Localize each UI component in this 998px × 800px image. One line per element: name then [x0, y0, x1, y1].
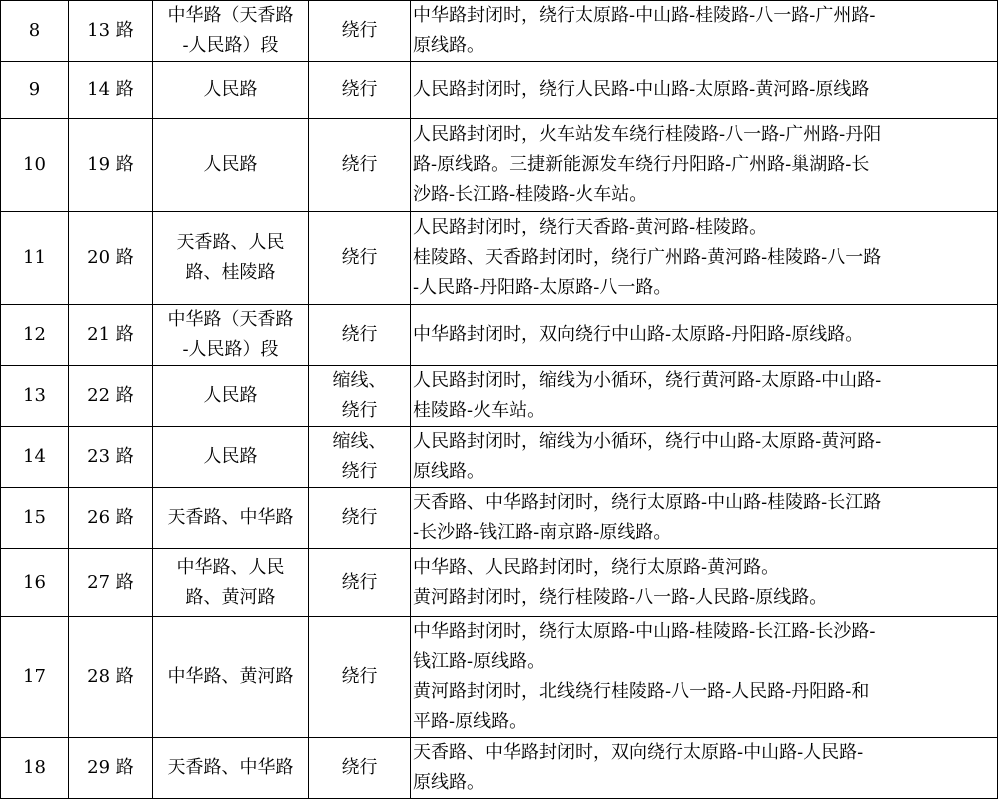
- detour-detail-line: 黄河路封闭时，绕行桂陵路-八一路-人民路-原线路。: [413, 586, 828, 608]
- row-number-cell: 18: [1, 738, 69, 799]
- row-number-cell: 9: [1, 62, 69, 119]
- table-row: [1, 119, 998, 212]
- closed-road-cell: [153, 617, 309, 738]
- adjustment-mode-line: 绕行: [341, 154, 378, 175]
- adjustment-mode-cell: [309, 549, 411, 617]
- closed-road-line: 人民路: [203, 154, 258, 175]
- detour-detail-cell: [411, 366, 998, 427]
- row-number-cell: 16: [1, 549, 69, 617]
- adjustment-mode-line: 绕行: [341, 507, 378, 528]
- route-number-cell: 23 路: [69, 427, 153, 488]
- detour-detail-cell: [411, 119, 998, 212]
- detour-detail-line: 人民路封闭时，缩线为小循环，绕行黄河路-太原路-中山路-: [413, 370, 882, 391]
- adjustment-mode-cell: [309, 119, 411, 212]
- detour-detail-line: 天香路、中华路封闭时，双向绕行太原路-中山路-人民路-: [413, 742, 864, 763]
- closed-road-line: 中华路（天香路: [167, 5, 294, 26]
- row-number-cell: 10: [1, 119, 69, 212]
- adjustment-mode-cell: [309, 366, 411, 427]
- table-row: [1, 427, 998, 488]
- table-row: [1, 488, 998, 549]
- adjustment-mode-cell: [309, 212, 411, 305]
- closed-road-line: -人民路）段: [182, 35, 279, 56]
- detour-detail-cell: [411, 738, 998, 799]
- detour-detail-cell: [411, 305, 998, 366]
- closed-road-cell: [153, 549, 309, 617]
- detour-detail-line: 人民路封闭时，火车站发车绕行桂陵路-八一路-广州路-丹阳: [413, 124, 882, 145]
- route-number-cell: 26 路: [69, 488, 153, 549]
- row-number-cell: 13: [1, 366, 69, 427]
- closed-road-cell: [153, 305, 309, 366]
- row-number-cell: 8: [1, 1, 69, 62]
- detour-detail-line: 人民路封闭时，绕行人民路-中山路-太原路-黄河路-原线路: [413, 79, 870, 100]
- detour-detail-line: -长沙路-钱江路-南京路-原线路。: [413, 522, 672, 543]
- route-number-cell: 22 路: [69, 366, 153, 427]
- closed-road-cell: [153, 488, 309, 549]
- adjustment-mode-line: 绕行: [341, 400, 378, 421]
- closed-road-cell: [153, 119, 309, 212]
- route-number-cell: 29 路: [69, 738, 153, 799]
- closed-road-cell: [153, 366, 309, 427]
- table-row: [1, 1, 998, 62]
- detour-detail-cell: [411, 212, 998, 305]
- detour-detail-line: 钱江路-原线路。: [413, 651, 546, 672]
- table-row: [1, 212, 998, 305]
- adjustment-mode-line: 绕行: [341, 461, 378, 482]
- closed-road-cell: [153, 738, 309, 799]
- closed-road-cell: [153, 427, 309, 488]
- detour-detail-line: 桂陵路-火车站。: [413, 400, 546, 421]
- table-row: [1, 305, 998, 366]
- detour-detail-line: 中华路封闭时，绕行太原路-中山路-桂陵路-八一路-广州路-: [413, 5, 876, 26]
- adjustment-mode-cell: [309, 738, 411, 799]
- closed-road-cell: [153, 212, 309, 305]
- route-number-cell: 19 路: [69, 119, 153, 212]
- detour-detail-line: 人民路封闭时，绕行天香路-黄河路-桂陵路。: [413, 217, 768, 238]
- table-row: [1, 366, 998, 427]
- closed-road-cell: [153, 62, 309, 119]
- closed-road-line: 路、黄河路: [185, 586, 276, 608]
- table-row: [1, 738, 998, 799]
- row-number-cell: 17: [1, 617, 69, 738]
- detour-detail-cell: [411, 1, 998, 62]
- table-body: [1, 1, 998, 799]
- detour-detail-line: -人民路-丹阳路-太原路-八一路。: [413, 277, 672, 298]
- table-row: [1, 617, 998, 738]
- route-number-cell: 28 路: [69, 617, 153, 738]
- detour-detail-cell: [411, 62, 998, 119]
- closed-road-line: 人民路: [203, 79, 258, 100]
- table-row: [1, 62, 998, 119]
- detour-detail-line: 中华路封闭时，双向绕行中山路-太原路-丹阳路-原线路。: [413, 324, 864, 345]
- adjustment-mode-cell: [309, 617, 411, 738]
- closed-road-line: 中华路、人民: [176, 556, 285, 578]
- route-number-cell: 21 路: [69, 305, 153, 366]
- detour-detail-line: 沙路-长江路-桂陵路-火车站。: [413, 184, 648, 205]
- table-row: [1, 549, 998, 617]
- row-number-cell: 14: [1, 427, 69, 488]
- detour-detail-line: 平路-原线路。: [413, 711, 528, 732]
- detour-detail-line: 原线路。: [413, 772, 485, 793]
- adjustment-mode-line: 绕行: [341, 79, 378, 100]
- detour-detail-line: 原线路。: [413, 461, 485, 482]
- row-number-cell: 15: [1, 488, 69, 549]
- closed-road-line: 人民路: [203, 385, 258, 406]
- route-number-cell: 20 路: [69, 212, 153, 305]
- detour-detail-line: 天香路、中华路封闭时，绕行太原路-中山路-桂陵路-长江路: [413, 492, 882, 513]
- adjustment-mode-line: 绕行: [341, 666, 378, 687]
- detour-detail-cell: [411, 427, 998, 488]
- closed-road-line: -人民路）段: [182, 339, 279, 360]
- closed-road-line: 人民路: [203, 446, 258, 467]
- adjustment-mode-line: 缩线、: [332, 431, 387, 452]
- detour-detail-line: 中华路、人民路封闭时，绕行太原路-黄河路。: [413, 556, 780, 578]
- detour-detail-cell: [411, 617, 998, 738]
- detour-detail-line: 人民路封闭时，缩线为小循环，绕行中山路-太原路-黄河路-: [413, 431, 882, 452]
- adjustment-mode-cell: [309, 488, 411, 549]
- route-number-cell: 14 路: [69, 62, 153, 119]
- closed-road-line: 天香路、中华路: [167, 757, 294, 778]
- closed-road-cell: [153, 1, 309, 62]
- detour-detail-line: 原线路。: [413, 35, 485, 56]
- adjustment-mode-line: 绕行: [341, 571, 378, 593]
- adjustment-mode-line: 绕行: [341, 324, 378, 345]
- adjustment-mode-line: 绕行: [341, 757, 378, 778]
- adjustment-mode-cell: [309, 62, 411, 119]
- adjustment-mode-line: 绕行: [341, 247, 378, 268]
- adjustment-mode-line: 缩线、: [332, 370, 387, 391]
- closed-road-line: 中华路、黄河路: [167, 666, 294, 687]
- adjustment-mode-cell: [309, 305, 411, 366]
- route-number-cell: 27 路: [69, 549, 153, 617]
- closed-road-line: 天香路、中华路: [167, 507, 294, 528]
- row-number-cell: 12: [1, 305, 69, 366]
- row-number-cell: 11: [1, 212, 69, 305]
- detour-detail-line: 中华路封闭时，绕行太原路-中山路-桂陵路-长江路-长沙路-: [413, 621, 876, 642]
- detour-detail-line: 桂陵路、天香路封闭时，绕行广州路-黄河路-桂陵路-八一路: [413, 247, 882, 268]
- adjustment-mode-line: 绕行: [341, 20, 378, 41]
- closed-road-line: 天香路、人民: [176, 232, 285, 253]
- closed-road-line: 中华路（天香路: [167, 309, 294, 330]
- detour-detail-cell: [411, 488, 998, 549]
- detour-detail-line: 路-原线路。三捷新能源发车绕行丹阳路-广州路-巢湖路-长: [413, 154, 870, 175]
- closed-road-line: 路、桂陵路: [185, 262, 276, 283]
- adjustment-mode-cell: [309, 1, 411, 62]
- detour-detail-line: 黄河路封闭时，北线绕行桂陵路-八一路-人民路-丹阳路-和: [413, 681, 870, 702]
- adjustment-mode-cell: [309, 427, 411, 488]
- detour-detail-cell: [411, 549, 998, 617]
- route-number-cell: 13 路: [69, 1, 153, 62]
